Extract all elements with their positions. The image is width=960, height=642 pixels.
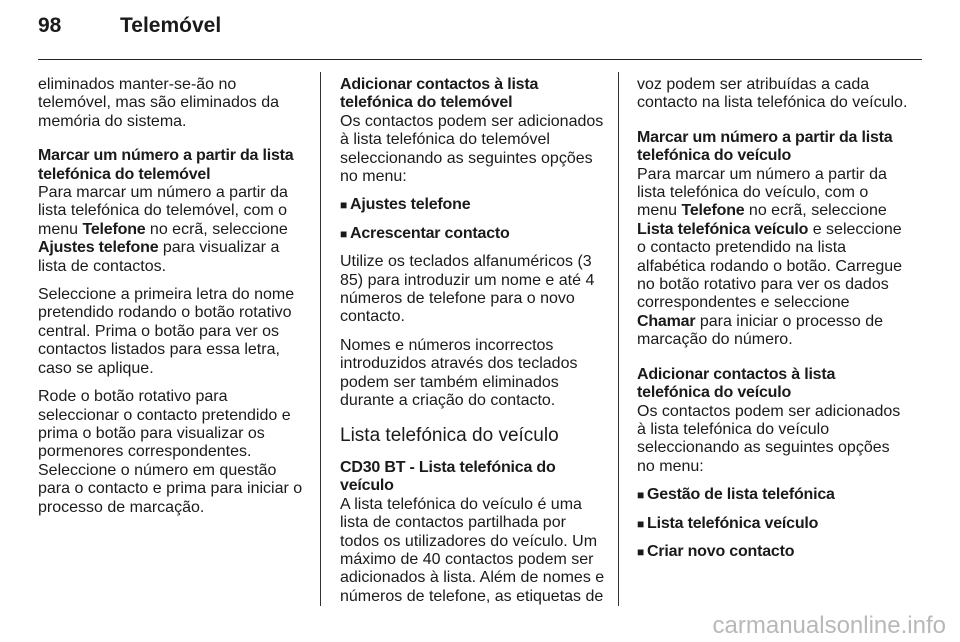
menu-term: Telefone: [82, 220, 146, 238]
bullet-icon: ■: [340, 226, 348, 241]
list-item: ■ Criar novo contacto: [637, 542, 795, 560]
column-3: [637, 76, 909, 571]
paragraph: Utilize os teclados alfanuméricos (3 85) para introduzir um nome e até 4 números de telefone para o novo contacto.: [340, 253, 595, 326]
paragraph: Os contactos podem ser adicionados à lista telefónica do telemóvel seleccionando as seguintes opções no menu:: [340, 112, 604, 186]
list-item: ■ Acrescentar contacto: [340, 224, 510, 242]
page-title: Telemóvel: [120, 14, 222, 37]
menu-term: Ajustes telefone: [38, 239, 159, 257]
bullet-list: [340, 196, 608, 243]
paragraph: Nomes e números incorrectos introduzidos através dos teclados podem ser também eliminados durante a criação do contacto.: [340, 336, 578, 410]
menu-term: Lista telefónica veículo: [637, 220, 809, 238]
column-divider: [320, 72, 321, 606]
watermark: carmanualsonline.info: [712, 612, 946, 639]
page-number: 98: [38, 14, 62, 37]
list-item: ■ Gestão de lista telefónica: [637, 486, 835, 504]
header-rule: [38, 59, 922, 60]
section-heading: Lista telefónica do veículo: [340, 424, 559, 446]
paragraph: Para marcar um número a partir da lista telefónica do veículo, com o menu Telefone no ecrã, seleccione Lista telefónica veículo e seleccione o contacto pretendido na lista alfabética rodando o botão. Carregue no botão rotativo para ver os dados correspondentes e seleccione Chamar para iniciar o processo de marcação do número.: [637, 165, 903, 349]
paragraph: voz podem ser atribuídas a cada contacto na lista telefónica do veículo.: [637, 76, 908, 112]
page-header: [38, 14, 221, 54]
subheading: Adicionar contactos à lista telefónica do veículo: [637, 365, 836, 402]
subheading: Marcar um número a partir da lista telefónica do telemóvel: [38, 147, 294, 183]
subheading: CD30 BT - Lista telefónica do veículo: [340, 458, 556, 495]
bullet-list: [637, 486, 909, 561]
column-2: [340, 76, 608, 616]
paragraph: Os contactos podem ser adicionados à lista telefónica do veículo seleccionando as seguintes opções no menu:: [637, 402, 901, 475]
list-item: ■ Ajustes telefone: [340, 196, 471, 214]
column-1: [38, 76, 306, 527]
bullet-icon: ■: [637, 544, 645, 559]
paragraph: Rode o botão rotativo para seleccionar o contacto pretendido e prima o botão para visualizar os pormenores correspondentes. Seleccione o número em questão para o contacto e prima para iniciar o processo de marcação.: [38, 388, 303, 516]
paragraph: eliminados manter-se-ão no telemóvel, mas são eliminados da memória do sistema.: [38, 76, 280, 130]
bullet-icon: ■: [340, 198, 348, 213]
page-reference-icon: 3: [582, 253, 592, 271]
list-item: ■ Lista telefónica veículo: [637, 514, 819, 532]
subheading: Marcar um número a partir da lista telefónica do veículo: [637, 128, 893, 165]
paragraph: Para marcar um número a partir da lista telefónica do telemóvel, com o menu Telefone no ecrã, seleccione Ajustes telefone para visualizar a lista de contactos.: [38, 184, 288, 275]
menu-term: Chamar: [637, 312, 696, 330]
column-divider: [618, 72, 619, 606]
paragraph: A lista telefónica do veículo é uma lista de contactos partilhada por todos os utilizadores do veículo. Um máximo de 40 contactos podem ser adicionados à lista. Além de nomes e números de telefone, as etiquetas de: [340, 495, 605, 605]
bullet-icon: ■: [637, 516, 645, 531]
paragraph: Seleccione a primeira letra do nome pretendido rodando o botão rotativo central. Prima o botão para ver os contactos listados para essa letra, caso se aplique.: [38, 286, 295, 377]
menu-term: Telefone: [681, 202, 745, 220]
subheading: Adicionar contactos à lista telefónica do telemóvel: [340, 76, 539, 112]
bullet-icon: ■: [637, 488, 645, 503]
